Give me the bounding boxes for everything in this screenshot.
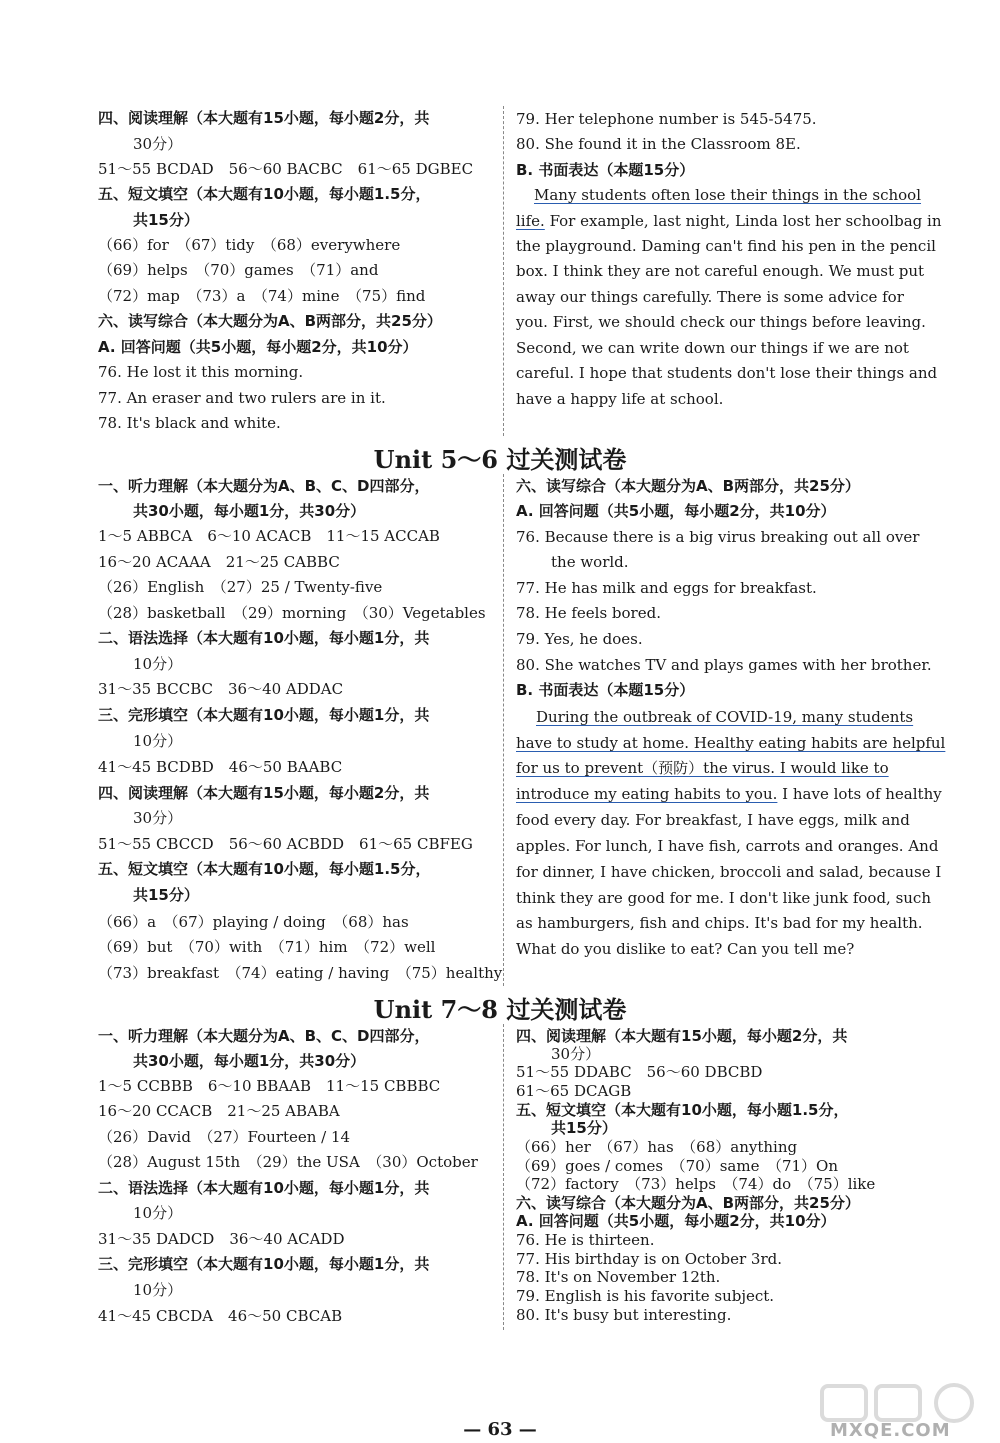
answer-line: 16～20 ACAAA 21～25 CABBC (98, 553, 340, 571)
essay-line: careful. I hope that students don't lose their things and (516, 364, 938, 382)
section-heading: 一、听力理解（本大题分为A、B、C、D四部分， (98, 1027, 430, 1045)
section-heading-cont: 30分） (551, 1045, 601, 1063)
section-heading: 四、阅读理解（本大题有15小题，每小题2分，共 (516, 1027, 848, 1045)
section-heading-cont: 共30小题，每小题1分，共30分） (133, 502, 366, 520)
section-heading: 四、阅读理解（本大题有15小题，每小题2分，共 (98, 109, 430, 127)
essay-line: Second, we can write down our things if we are not (516, 339, 909, 357)
section-heading-cont: 10分） (133, 732, 183, 750)
subsection-heading: A. 回答问题（共5小题，每小题2分，共10分） (98, 338, 418, 356)
essay-line: away our things carefully. There is some advice for (516, 288, 904, 306)
answer-line: 16～20 CCACB 21～25 ABABA (98, 1102, 340, 1120)
section-heading: 一、听力理解（本大题分为A、B、C、D四部分， (98, 477, 430, 495)
essay-text: For example, last night, Linda lost her schoolbag in (544, 212, 942, 230)
section-heading: 五、短文填空（本大题有10小题，每小题1.5分， (98, 860, 431, 878)
answer-line: （26）English （27）25 / Twenty-five (98, 578, 383, 596)
essay-text: I have lots of healthy (777, 785, 942, 803)
answer-line: 77. His birthday is on October 3rd. (516, 1250, 782, 1268)
section-heading: 二、语法选择（本大题有10小题，每小题1分，共 (98, 1179, 430, 1197)
answer-line: 79. English is his favorite subject. (516, 1287, 775, 1305)
essay-line: What do you dislike to eat? Can you tell me? (516, 940, 855, 958)
section-heading: 六、读写综合（本大题分为A、B两部分，共25分） (516, 1194, 860, 1212)
answer-line: 61～65 DCAGB (516, 1082, 632, 1100)
essay-line: you. First, we should check our things before leaving. (516, 313, 926, 331)
answer-line: 51～55 CBCCD 56～60 ACBDD 61～65 CBFEG (98, 835, 473, 853)
answer-line: 77. An eraser and two rulers are in it. (98, 389, 386, 407)
answer-line: （66）for （67）tidy （68）everywhere (98, 236, 401, 254)
essay-line: box. I think they are not careful enough. We must put (516, 262, 925, 280)
section-heading: 六、读写综合（本大题分为A、B两部分，共25分） (98, 312, 442, 330)
subsection-heading: B. 书面表达（本题15分） (516, 161, 695, 179)
essay-line: have to study at home. Healthy eating habits are helpful (516, 734, 946, 752)
essay-line: for dinner, I have chicken, broccoli and salad, because I (516, 863, 942, 881)
watermark-text: MXQE.COM (830, 1420, 951, 1441)
section-heading-cont: 10分） (133, 655, 183, 673)
essay-underlined: introduce my eating habits to you. (516, 785, 778, 803)
section-heading: 三、完形填空（本大题有10小题，每小题1分，共 (98, 706, 430, 724)
essay-line: for us to prevent（预防）the virus. I would like to (516, 759, 889, 777)
answer-line: （69）goes / comes （70）same （71）On (516, 1157, 838, 1175)
section-heading-cont: 共15分） (133, 211, 199, 229)
section-heading-cont: 共30小题，每小题1分，共30分） (133, 1052, 366, 1070)
answer-line: （69）but （70）with （71）him （72）well (98, 938, 436, 956)
answer-line: 76. Because there is a big virus breaking out all over (516, 528, 920, 546)
answer-line: 80. She watches TV and plays games with her brother. (516, 656, 932, 674)
essay-line: the playground. Daming can't find his pen in the pencil (516, 237, 936, 255)
answer-line: 77. He has milk and eggs for breakfast. (516, 579, 817, 597)
essay-line: Many students often lose their things in the school (534, 186, 922, 204)
answer-line: （69）helps （70）games （71）and (98, 261, 379, 279)
answer-line: （72）map （73）a （74）mine （75）find (98, 287, 426, 305)
answer-line: 79. Her telephone number is 545-5475. (516, 110, 817, 128)
essay-line (516, 211, 941, 231)
answer-line: 1～5 ABBCA 6～10 ACACB 11～15 ACCAB (98, 527, 440, 545)
answer-line: 1～5 CCBBB 6～10 BBAAB 11～15 CBBBC (98, 1077, 441, 1095)
essay-line: During the outbreak of COVID-19, many students (536, 708, 914, 726)
section-heading-cont: 10分） (133, 1204, 183, 1222)
answer-line: （28）August 15th （29）the USA （30）October (98, 1153, 478, 1171)
answer-line: （66）her （67）has （68）anything (516, 1138, 798, 1156)
answer-line: 41～45 BCDBD 46～50 BAABC (98, 758, 343, 776)
essay-line: as hamburgers, fish and chips. It's bad for my health. (516, 914, 923, 932)
section-heading-cont: 30分） (133, 135, 183, 153)
answer-line: 76. He is thirteen. (516, 1231, 655, 1249)
answer-line: 80. It's busy but interesting. (516, 1306, 732, 1324)
answer-line: 79. Yes, he does. (516, 630, 643, 648)
answer-line: 80. She found it in the Classroom 8E. (516, 135, 801, 153)
answer-line: 41～45 CBCDA 46～50 CBCAB (98, 1307, 343, 1325)
essay-line (516, 784, 942, 804)
answer-line: 78. He feels bored. (516, 604, 661, 622)
answer-line: （66）a （67）playing / doing （68）has (98, 913, 409, 931)
section-heading-cont: 10分） (133, 1281, 183, 1299)
essay-line: apples. For lunch, I have fish, carrots and oranges. And (516, 837, 939, 855)
unit-5-6-title: Unit 5～6 过关测试卷 (373, 445, 627, 474)
answer-line: 51～55 BCDAD 56～60 BACBC 61～65 DGBEC (98, 160, 474, 178)
answer-line: （73）breakfast （74）eating / having （75）healthy (98, 964, 503, 982)
essay-line: have a happy life at school. (516, 390, 724, 408)
column-divider (503, 474, 504, 986)
subsection-heading: B. 书面表达（本题15分） (516, 681, 695, 699)
column-divider (503, 1024, 504, 1330)
essay-line: think they are good for me. I don't like junk food, such (516, 889, 931, 907)
answer-line: 76. He lost it this morning. (98, 363, 304, 381)
subsection-heading: A. 回答问题（共5小题，每小题2分，共10分） (516, 1212, 836, 1230)
answer-line-cont: the world. (551, 553, 629, 571)
answer-line: 51～55 DDABC 56～60 DBCBD (516, 1063, 763, 1081)
section-heading-cont: 共15分） (551, 1119, 617, 1137)
answer-line: （28）basketball （29）morning （30）Vegetables (98, 604, 486, 622)
section-heading: 三、完形填空（本大题有10小题，每小题1分，共 (98, 1255, 430, 1273)
essay-underlined: life. (516, 212, 545, 230)
answer-line: 78. It's on November 12th. (516, 1268, 721, 1286)
answer-line: 31～35 DADCD 36～40 ACADD (98, 1230, 345, 1248)
section-heading: 五、短文填空（本大题有10小题，每小题1.5分， (98, 185, 431, 203)
page-number: — 63 — (463, 1419, 537, 1440)
section-heading: 五、短文填空（本大题有10小题，每小题1.5分， (516, 1101, 849, 1119)
section-heading: 二、语法选择（本大题有10小题，每小题1分，共 (98, 629, 430, 647)
answer-line: （72）factory （73）helps （74）do （75）like (516, 1175, 876, 1193)
section-heading-cont: 30分） (133, 809, 183, 827)
section-heading: 四、阅读理解（本大题有15小题，每小题2分，共 (98, 784, 430, 802)
subsection-heading: A. 回答问题（共5小题，每小题2分，共10分） (516, 502, 836, 520)
section-heading-cont: 共15分） (133, 886, 199, 904)
section-heading: 六、读写综合（本大题分为A、B两部分，共25分） (516, 477, 860, 495)
answer-line: 78. It's black and white. (98, 414, 281, 432)
answer-line: （26）David （27）Fourteen / 14 (98, 1128, 351, 1146)
answer-line: 31～35 BCCBC 36～40 ADDAC (98, 680, 344, 698)
unit-7-8-title: Unit 7～8 过关测试卷 (373, 995, 627, 1024)
essay-line: food every day. For breakfast, I have eggs, milk and (516, 811, 910, 829)
column-divider (503, 106, 504, 436)
